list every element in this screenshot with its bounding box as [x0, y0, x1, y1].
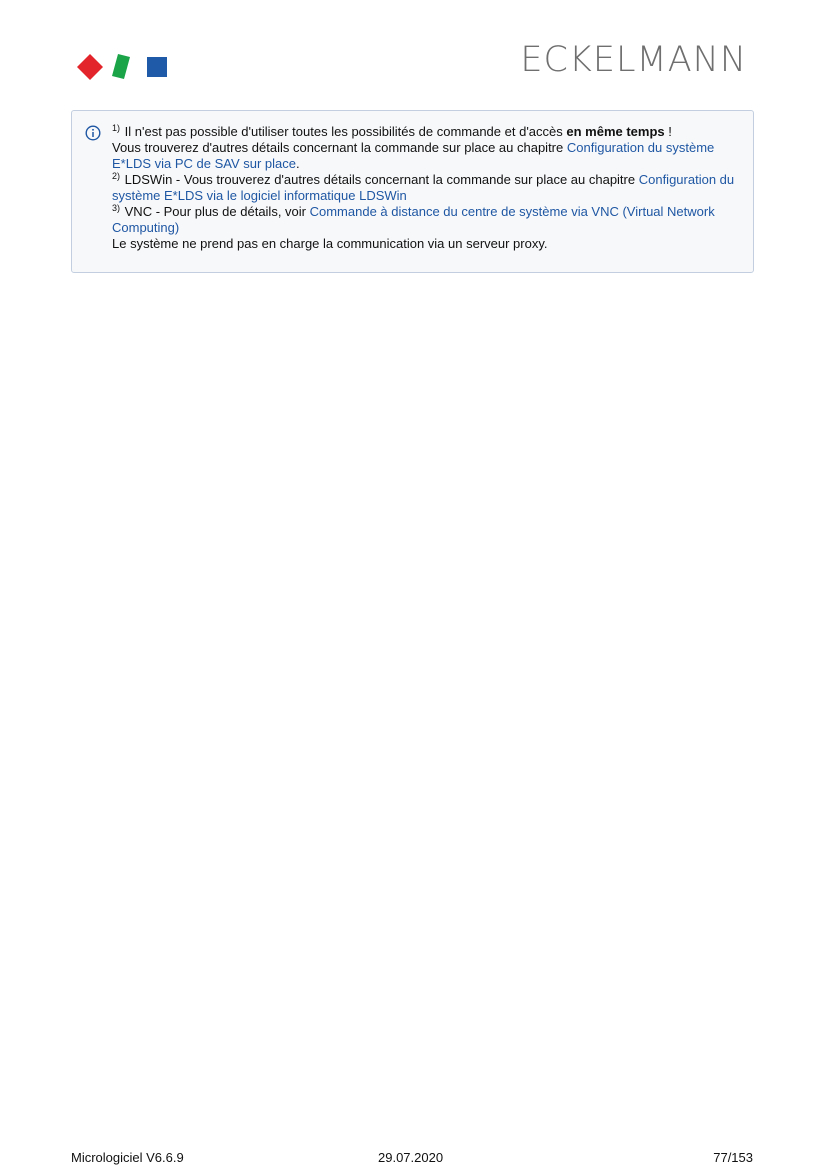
footer-date: 29.07.2020 — [378, 1150, 444, 1165]
note-text: VNC - Pour plus de détails, voir — [124, 204, 310, 219]
footer-firmware-version: Micrologiciel V6.6.9 — [71, 1150, 184, 1165]
info-note-panel — [71, 110, 754, 273]
logo-red-diamond — [77, 54, 103, 80]
note-text: Vous trouverez d'autres détails concernant la commande sur place au chapitre — [112, 140, 567, 155]
logo-blue-square — [147, 57, 167, 77]
note-text: . — [296, 156, 300, 171]
note-text: Il n'est pas possible d'utiliser toutes les possibilités de commande et d'accès — [124, 124, 567, 139]
brand-wordmark: ECKELMANN — [520, 40, 747, 80]
logo-green-parallelogram — [112, 54, 130, 79]
info-icon — [85, 125, 101, 141]
footnote-marker-3: 3) — [112, 203, 121, 213]
note-text: ! — [664, 124, 672, 139]
eckelmann-logo-icon — [74, 49, 170, 81]
info-note-content — [112, 124, 742, 252]
footer-page-number: 77/153 — [713, 1150, 753, 1165]
note-text: Le système ne prend pas en charge la communication via un serveur proxy. — [112, 236, 548, 251]
link-vnc-remote-control[interactable]: Commande à distance du centre de système via VNC (Virtual Network Computing) — [112, 204, 715, 235]
note-line-3 — [112, 172, 742, 204]
link-config-pc-sav[interactable]: Configuration du système E*LDS via PC de SAV sur place — [112, 140, 715, 171]
note-line-1 — [112, 124, 742, 140]
footnote-marker-2: 2) — [112, 171, 121, 181]
note-line-5 — [112, 236, 742, 252]
note-line-2 — [112, 140, 742, 172]
note-text: LDSWin - Vous trouverez d'autres détails concernant la commande sur place au chapitre — [124, 172, 639, 187]
footnote-marker-1: 1) — [112, 123, 121, 133]
note-emphasis: en même temps — [566, 124, 665, 139]
note-line-4 — [112, 204, 742, 236]
link-config-ldswin[interactable]: Configuration du système E*LDS via le logiciel informatique LDSWin — [112, 172, 735, 203]
